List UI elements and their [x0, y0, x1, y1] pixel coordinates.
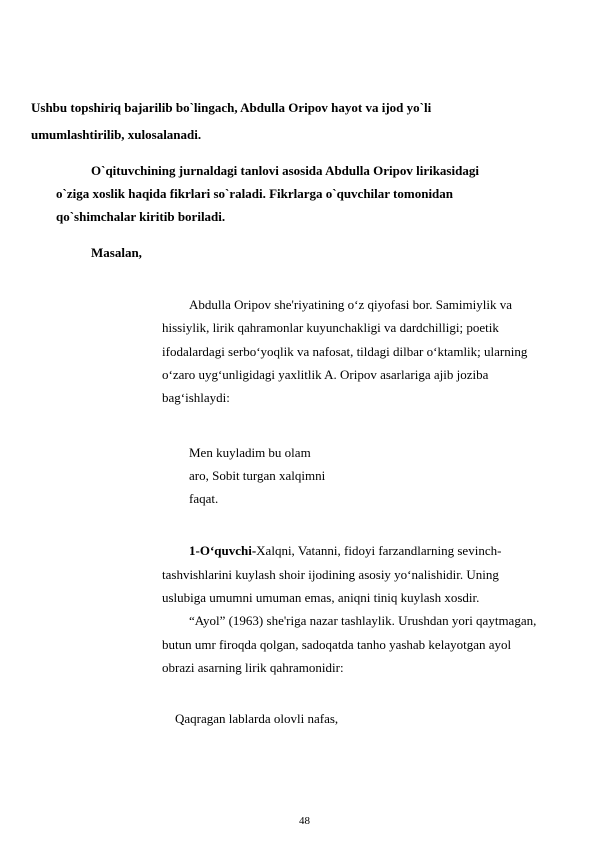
para1-line-4: o‘zaro uyg‘unligidagi yaxlitlik A. Oripov asarlariga ajib joziba — [162, 367, 489, 382]
para1-line-1: Abdulla Oripov she'riyatining o‘z qiyofasi bor. Samimiylik va — [189, 297, 512, 312]
para1-line-2: hissiylik, lirik qahramonlar kuyunchakligi va dardchilligi; poetik — [162, 320, 499, 335]
poem1-line-3: faqat. — [189, 491, 219, 506]
para2-line-3: obrazi asarning lirik qahramonidir: — [162, 660, 344, 675]
student-line-1 — [189, 543, 501, 559]
para1-line-5: bag‘ishlaydi: — [162, 390, 230, 405]
masalan-label: Masalan, — [91, 245, 142, 260]
poem1-line-1: Men kuyladim bu olam — [189, 445, 311, 460]
para1-line-3: ifodalardagi serbo‘yoqlik va nafosat, tildagi dilbar o‘ktamlik; ularning — [162, 344, 528, 359]
intro-line-2: umumlashtirilib, xulosalanadi. — [31, 127, 202, 142]
task-line-3: qo`shimchalar kiritib boriladi. — [56, 209, 226, 224]
task-line-2: o`ziga xoslik haqida fikrlari so`raladi. Fikrlarga o`quvchilar tomonidan — [56, 186, 454, 201]
poem1-line-2: aro, Sobit turgan xalqimni — [189, 468, 326, 483]
student-line-3: uslubiga umumni umuman emas, aniqni tiniq kuylash xosdir. — [162, 590, 480, 605]
para2-line-1: “Ayol” (1963) she'riga nazar tashlaylik. Urushdan yori qaytmagan, — [189, 613, 537, 628]
page-number: 48 — [299, 815, 310, 827]
intro-line-1: Ushbu topshiriq bajarilib bo`lingach, Abdulla Oripov hayot va ijod yo`li — [31, 100, 432, 115]
student-label: 1-O‘quvchi- — [189, 543, 257, 558]
student-line-2: tashvishlarini kuylash shoir ijodining asosiy yo‘nalishidir. Uning — [162, 567, 499, 582]
student-line-1-text: Xalqni, Vatanni, fidoyi farzandlarning sevinch- — [256, 543, 502, 558]
task-line-1: O`qituvchining jurnaldagi tanlovi asosida Abdulla Oripov lirikasidagi — [91, 163, 479, 178]
poem2-line-1: Qaqragan lablarda olovli nafas, — [175, 711, 339, 726]
para2-line-2: butun umr firoqda qolgan, sadoqatda tanho yashab kelayotgan ayol — [162, 637, 512, 652]
